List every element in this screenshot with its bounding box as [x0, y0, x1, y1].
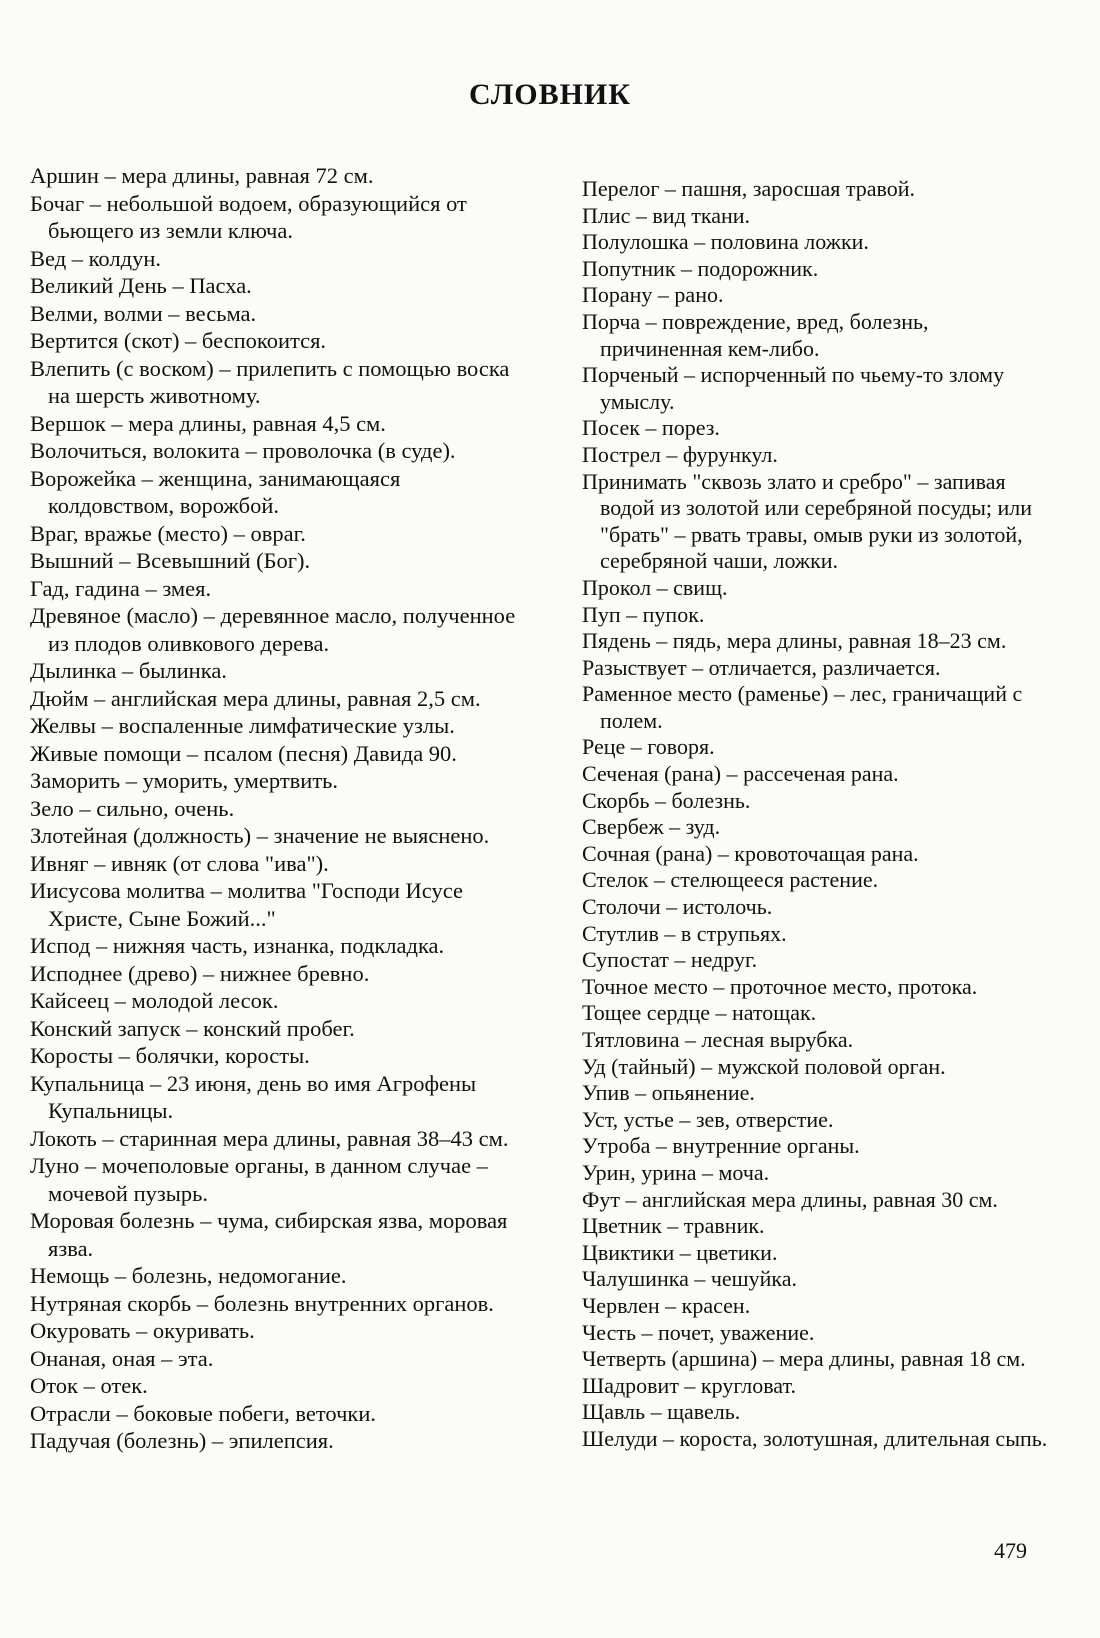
glossary-entry: Живые помощи – псалом (песня) Давида 90.	[30, 740, 457, 766]
glossary-entry: Падучая (болезнь) – эпилепсия.	[30, 1428, 334, 1453]
glossary-entry: Точное место – проточное место, протока.	[582, 973, 978, 999]
glossary-entry: Вед – колдун.	[30, 245, 161, 271]
glossary-entry: Скорбь – болезнь.	[582, 787, 751, 813]
glossary-entry: Попутник – подорожник.	[582, 255, 819, 281]
glossary-entry: Злотейная (должность) – значение не выяснено.	[30, 823, 490, 848]
glossary-entry: Дюйм – английская мера длины, равная 2,5 см.	[30, 685, 481, 711]
glossary-entry: Окуровать – окуривать.	[30, 1318, 255, 1343]
glossary-entry: Шадровит – кругловат.	[582, 1372, 796, 1398]
glossary-entry: Конский запуск – конский пробег.	[30, 1015, 355, 1041]
glossary-entry: Утроба – внутренние органы.	[582, 1133, 860, 1159]
glossary-entry: Стелок – стелющееся растение.	[582, 867, 879, 893]
glossary-entry: Нутряная скорбь – болезнь внутренних органов.	[30, 1290, 494, 1316]
glossary-entry: Ивняг – ивняк (от слова "ива").	[30, 850, 329, 876]
glossary-entry: Четверть (аршина) – мера длины, равная 18 см.	[582, 1346, 1026, 1372]
glossary-entry: Уд (тайный) – мужской половой орган.	[582, 1053, 946, 1079]
glossary-entry: Разыствует – отличается, различается.	[582, 654, 941, 680]
glossary-entry: Порча – повреждение, вред, болезнь, причиненная кем-либо.	[582, 308, 929, 361]
glossary-entry: Гад, гадина – змея.	[30, 575, 212, 601]
glossary-entry: Купальница – 23 июня, день во имя Агрофены Купальницы.	[30, 1070, 477, 1123]
glossary-entry: Столочи – истолочь.	[582, 894, 773, 920]
glossary-entry: Исподнее (древо) – нижнее бревно.	[30, 960, 370, 986]
glossary-entry: Вертится (скот) – беспокоится.	[30, 328, 327, 353]
glossary-entry: Стутлив – в струпьях.	[582, 920, 787, 946]
glossary-entry: Цветник – травник.	[582, 1213, 765, 1239]
glossary-entry: Аршин – мера длины, равная 72 см.	[30, 163, 374, 188]
glossary-entry: Заморить – уморить, умертвить.	[30, 768, 339, 793]
glossary-entry: Сочная (рана) – кровоточащая рана.	[582, 840, 919, 866]
glossary-entry: Ворожейка – женщина, занимающаяся колдовством, ворожбой.	[30, 465, 401, 518]
glossary-entry: Вышний – Всевышний (Бог).	[30, 548, 311, 573]
page-number: 479	[994, 1538, 1027, 1563]
glossary-entry: Волочиться, волокита – проволочка (в суде).	[30, 438, 456, 463]
glossary-entry: Червлен – красен.	[582, 1292, 751, 1318]
glossary-entry: Посек – порез.	[582, 415, 720, 441]
glossary-entry: Дылинка – былинка.	[30, 658, 227, 683]
glossary-entry: Бочаг – небольшой водоем, образующийся от бьющего из земли ключа.	[30, 190, 467, 243]
glossary-entry: Плис – вид ткани.	[582, 202, 751, 228]
glossary-entry: Щавль – щавель.	[582, 1399, 741, 1425]
glossary-entry: Перелог – пашня, заросшая травой.	[582, 176, 916, 201]
glossary-column-left	[30, 162, 530, 1455]
glossary-entry: Зело – сильно, очень.	[30, 795, 235, 821]
glossary-entry: Прокол – свищ.	[582, 574, 728, 600]
glossary-entry: Фут – английская мера длины, равная 30 см.	[582, 1186, 998, 1212]
glossary-entry: Полулошка – половина ложки.	[582, 229, 869, 255]
glossary-entry: Упив – опьянение.	[582, 1080, 755, 1106]
glossary-entry: Порану – рано.	[582, 282, 724, 308]
glossary-entry: Раменное место (раменье) – лес, граничащий с полем.	[582, 681, 1023, 733]
glossary-entry: Коросты – болячки, коросты.	[30, 1043, 310, 1068]
glossary-entry: Порченый – испорченный по чьему-то злому умыслу.	[582, 362, 1005, 414]
glossary-entry: Вершок – мера длины, равная 4,5 см.	[30, 410, 386, 436]
glossary-entry: Уст, устье – зев, отверстие.	[582, 1106, 834, 1132]
glossary-entry: Враг, вражье (место) – овраг.	[30, 520, 306, 546]
glossary-entry: Сеченая (рана) – рассеченая рана.	[582, 761, 899, 787]
glossary-entry: Испод – нижняя часть, изнанка, подкладка.	[30, 933, 445, 958]
glossary-entry: Свербеж – зуд.	[582, 814, 721, 840]
glossary-entry: Велми, волми – весьма.	[30, 300, 257, 326]
glossary-entry: Луно – мочеполовые органы, в данном случае – мочевой пузырь.	[30, 1153, 488, 1206]
glossary-column-right	[582, 176, 1052, 1453]
glossary-entry: Чалушинка – чешуйка.	[582, 1266, 798, 1292]
glossary-entry: Пуп – пупок.	[582, 601, 705, 627]
glossary-entry: Локоть – старинная мера длины, равная 38–43 см.	[30, 1125, 509, 1151]
glossary-entry: Древяное (масло) – деревянное масло, полученное из плодов оливкового дерева.	[30, 603, 516, 656]
glossary-entry: Тощее сердце – натощак.	[582, 1000, 817, 1026]
glossary-entry: Реце – говоря.	[582, 734, 715, 760]
glossary-entry: Оток – отек.	[30, 1373, 148, 1398]
page-title: СЛОВНИК	[468, 78, 632, 111]
glossary-entry: Влепить (с воском) – прилепить с помощью воска на шерсть животному.	[30, 355, 510, 408]
glossary-entry: Кайсеец – молодой лесок.	[30, 988, 279, 1013]
glossary-entry: Цвиктики – цветики.	[582, 1239, 778, 1265]
glossary-entry: Пострел – фурункул.	[582, 441, 778, 467]
glossary-entry: Немощь – болезнь, недомогание.	[30, 1263, 347, 1288]
glossary-entry: Отрасли – боковые побеги, веточки.	[30, 1400, 376, 1426]
glossary-entry: Шелуди – короста, золотушная, длительная сыпь.	[582, 1425, 1048, 1451]
glossary-entry: Иисусова молитва – молитва "Господи Исусе Христе, Сыне Божий..."	[30, 878, 463, 931]
glossary-entry: Тятловина – лесная вырубка.	[582, 1027, 854, 1052]
glossary-entry: Пядень – пядь, мера длины, равная 18–23 см.	[582, 628, 1007, 654]
glossary-entry: Супостат – недруг.	[582, 947, 758, 973]
glossary-entry: Честь – почет, уважение.	[582, 1319, 815, 1345]
glossary-entry: Великий День – Пасха.	[30, 273, 252, 298]
glossary-entry: Желвы – воспаленные лимфатические узлы.	[30, 713, 455, 738]
glossary-entry: Урин, урина – моча.	[582, 1159, 770, 1185]
glossary-entry: Онаная, оная – эта.	[30, 1345, 214, 1371]
glossary-entry: Принимать "сквозь злато и сребро" – запивая водой из золотой или серебряной посуды; или "брать" – рвать травы, омыв руки из золотой, серебряной чаши, ложки.	[582, 468, 1033, 574]
glossary-entry: Моровая болезнь – чума, сибирская язва, моровая язва.	[30, 1208, 508, 1261]
